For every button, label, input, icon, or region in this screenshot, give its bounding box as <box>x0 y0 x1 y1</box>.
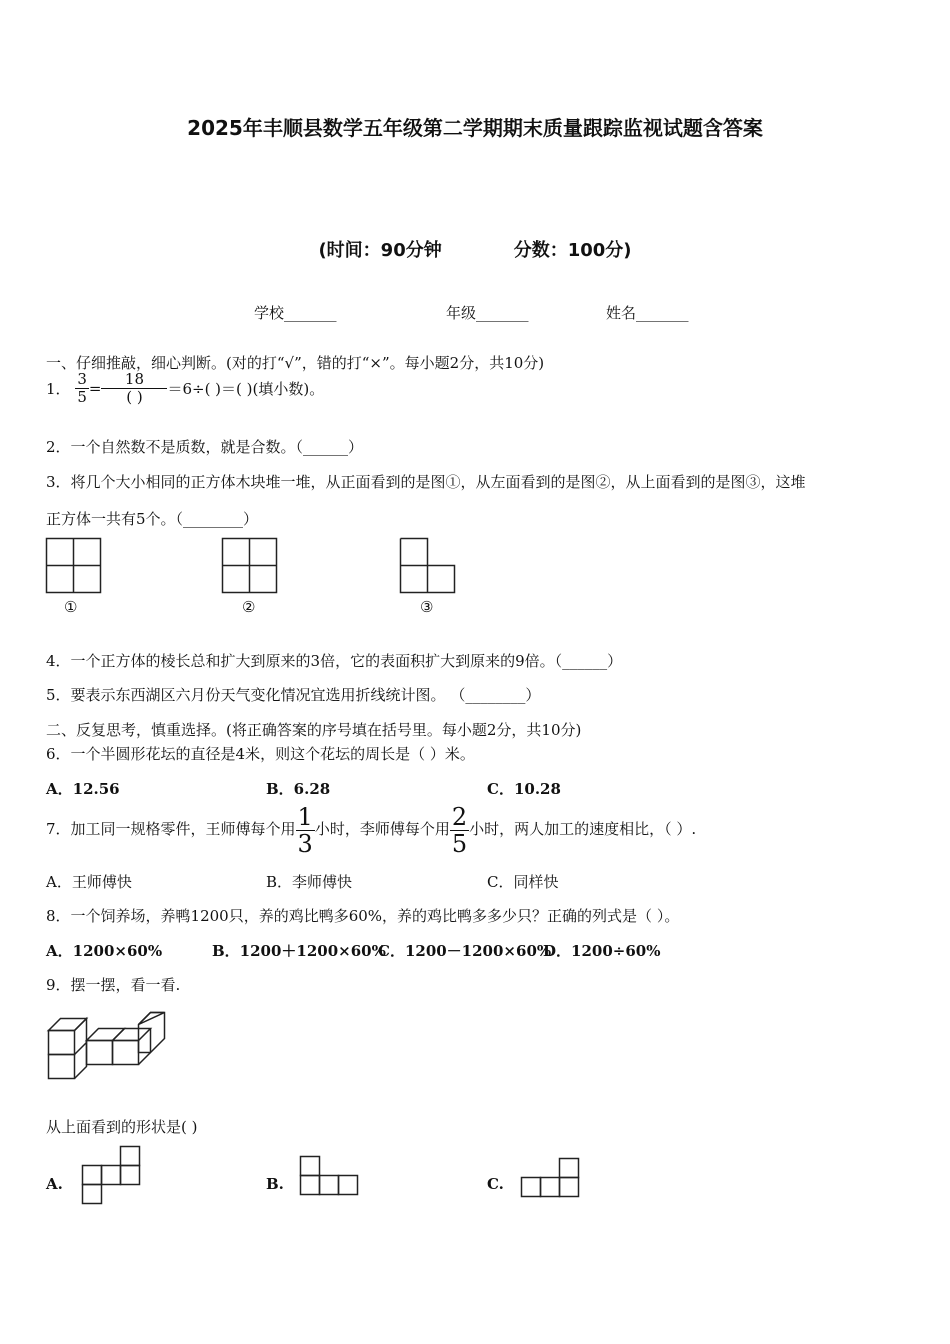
q1-number: 1． <box>46 380 71 398</box>
q9-option-c-label: C. <box>487 1175 504 1193</box>
question-1 <box>46 372 324 405</box>
q1-equals: = <box>88 379 102 398</box>
q7-post: 小时，两人加工的速度相比，（ ）. <box>469 820 697 838</box>
q1-fraction-1 <box>75 372 89 405</box>
q7-frac2-num: 2 <box>451 802 468 831</box>
name-field: 姓名_______ <box>606 304 689 322</box>
question-5: 5．要表示东西湖区六月份天气变化情况宜选用折线统计图。 （________） <box>46 686 541 704</box>
q7-option-b: B．李师傅快 <box>266 873 353 891</box>
exam-meta <box>0 236 950 262</box>
grade-field: 年级_______ <box>446 304 529 322</box>
q8-option-b: B．1200＋1200×60% <box>212 942 386 960</box>
q7-mid: 小时，李师傅每个用 <box>314 820 450 838</box>
q7-fraction-2 <box>450 802 469 858</box>
question-8: 8．一个饲养场，养鸭1200只，养的鸡比鸭多60%，养的鸡比鸭多多少只？正确的列式是（ ）。 <box>46 907 680 925</box>
question-6: 6．一个半圆形花坛的直径是4米，则这个花坛的周长是（ ）米。 <box>46 745 475 763</box>
q1-fraction-2 <box>101 372 167 405</box>
q3-front-view-figure <box>46 538 102 594</box>
question-4: 4．一个正方体的棱长总和扩大到原来的3倍，它的表面积扩大到原来的9倍。（______） <box>46 652 623 670</box>
q3-label-1: ① <box>64 598 78 616</box>
q6-option-c: C．10.28 <box>487 780 561 798</box>
q1-frac2-den: ( ) <box>126 388 143 406</box>
q7-frac2-den: 5 <box>451 829 468 858</box>
q3-top-view-figure <box>400 538 456 594</box>
q9-option-b-label: B. <box>266 1175 284 1193</box>
q6-option-a: A．12.56 <box>46 780 120 798</box>
q7-pre: 7．加工同一规格零件，王师傅每个用 <box>46 820 296 838</box>
q7-fraction-1 <box>296 802 315 858</box>
q8-option-a: A．1200×60% <box>46 942 163 960</box>
q7-frac1-num: 1 <box>297 802 313 831</box>
exam-time: (时间：90分钟 <box>318 240 442 261</box>
question-9-prompt: 从上面看到的形状是( ) <box>46 1118 198 1136</box>
q7-frac1-den: 3 <box>297 829 313 858</box>
q1-rest: ＝6÷( )＝( )(填小数)。 <box>167 380 325 398</box>
page-title: 2025年丰顺县数学五年级第二学期期末质量跟踪监视试题含答案 <box>187 116 763 140</box>
q9-option-b-figure <box>300 1156 362 1198</box>
question-3-line1: 3．将几个大小相同的正方体木块堆一堆，从正面看到的是图①，从左面看到的是图②，从上面看到的是图③，这堆 <box>46 473 806 491</box>
q9-option-a-label: A. <box>46 1175 63 1193</box>
q8-option-d: D．1200÷60% <box>543 942 661 960</box>
q8-option-c: C．1200－1200×60% <box>378 942 552 960</box>
q3-label-2: ② <box>242 598 256 616</box>
q9-cube-stack-figure <box>48 1010 170 1082</box>
school-field: 学校_______ <box>254 304 337 322</box>
q7-option-c: C．同样快 <box>487 873 559 891</box>
question-9: 9．摆一摆，看一看. <box>46 976 181 994</box>
exam-score: 分数：100分) <box>513 240 632 261</box>
q6-option-b: B．6.28 <box>266 780 331 798</box>
q9-option-c-figure <box>521 1158 583 1200</box>
q3-label-3: ③ <box>420 598 434 616</box>
q7-option-a: A．王师傅快 <box>46 873 132 891</box>
q1-frac2-num: 18 <box>101 372 167 389</box>
question-7 <box>46 802 697 858</box>
section2-heading: 二、反复思考，慎重选择。(将正确答案的序号填在括号里。每小题2分，共10分) <box>46 721 582 739</box>
question-3-line2: 正方体一共有5个。（________） <box>46 510 259 528</box>
section1-heading: 一、仔细推敲，细心判断。(对的打“√”，错的打“×”。每小题2分，共10分) <box>46 354 545 372</box>
q3-left-view-figure <box>222 538 278 594</box>
q1-frac1-num: 3 <box>77 370 87 388</box>
question-2: 2．一个自然数不是质数，就是合数。（______） <box>46 438 364 456</box>
q9-option-a-figure <box>82 1146 144 1206</box>
q1-frac1-den: 5 <box>77 388 87 406</box>
